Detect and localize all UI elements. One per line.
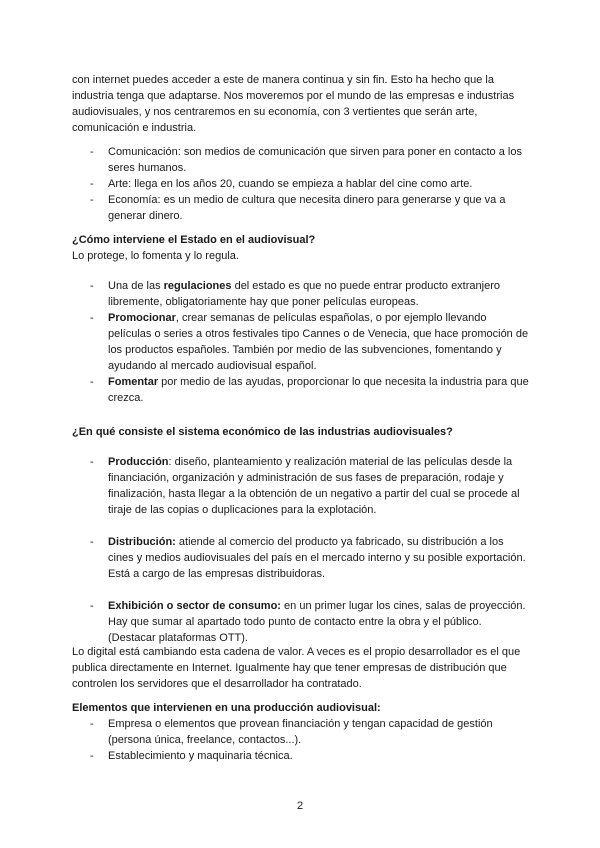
list-item: - Promocionar, crear semanas de películas españolas, o por ejemplo llevando películas o series a otros festivales tipo Cannes o de Venecia, que hace promoción de los productos españoles. También por medio de las subvenciones, fomentando y ayudando al mercado audiovisual español. [72, 310, 532, 374]
list-item: - Fomentar por medio de las ayudas, proporcionar lo que necesita la industria para que crezca. [72, 374, 532, 406]
list-item: - Distribución: atiende al comercio del producto ya fabricado, su distribución a los cines y medios audiovisuales del país en el mercado interno y su posible exportación. Está a cargo de las empresas distribuidoras. [72, 534, 532, 582]
list-item: - Empresa o elementos que provean financiación y tengan capacidad de gestión (persona única, freelance, contactos...). [72, 716, 532, 748]
sistema-list [72, 454, 532, 646]
vertientes-list [72, 144, 532, 224]
elementos-list [72, 716, 532, 764]
list-item: - Establecimiento y maquinaria técnica. [72, 748, 532, 764]
estado-list [72, 278, 532, 406]
list-item: - Arte: llega en los años 20, cuando se empieza a hablar del cine como arte. [72, 176, 532, 192]
list-item: - Comunicación: son medios de comunicación que sirven para poner en contacto a los seres humanos. [72, 144, 532, 176]
estado-text: Lo protege, lo fomenta y lo regula. [72, 250, 239, 262]
list-item: - Una de las regulaciones del estado es que no puede entrar producto extranjero libremente, obligatoriamente hay que poner películas europeas. [72, 278, 532, 310]
list-item: - Economía: es un medio de cultura que necesita dinero para generarse y que va a generar dinero. [72, 192, 532, 224]
estado-heading: ¿Cómo interviene el Estado en el audiovisual? [72, 234, 316, 246]
sistema-heading: ¿En qué consiste el sistema económico de las industrias audiovisuales? [72, 426, 453, 438]
elementos-heading: Elementos que intervienen en una producción audiovisual: [72, 702, 381, 714]
page-number: 2 [296, 800, 304, 812]
intro-paragraph: con internet puedes acceder a este de manera continua y sin fin. Esto ha hecho que la industria tenga que adaptarse. Nos moveremos por el mundo de las empresas e industrias audiovisuales, y nos centraremos en su economía, con 3 vertientes que serán arte, comunicación e industria. [72, 74, 515, 134]
list-item: - Producción: diseño, planteamiento y realización material de las películas desde la financiación, organización y administración de sus fases de preparación, rodaje y finalización, hasta llegar a la obtención de un negativo a partir del cual se procede al tiraje de las copias o duplicaciones para la explotación. [72, 454, 532, 518]
digital-paragraph: Lo digital está cambiando esta cadena de valor. A veces es el propio desarrollador es el que publica directamente en Internet. Igualmente hay que tener empresas de distribución que controlen los servidores que el desarrollador ha contratado. [72, 646, 521, 690]
list-item: - Exhibición o sector de consumo: en un primer lugar los cines, salas de proyección. Hay que sumar al apartado todo punto de contacto entre la obra y el público. (Destacar plataformas OTT). [72, 598, 532, 646]
